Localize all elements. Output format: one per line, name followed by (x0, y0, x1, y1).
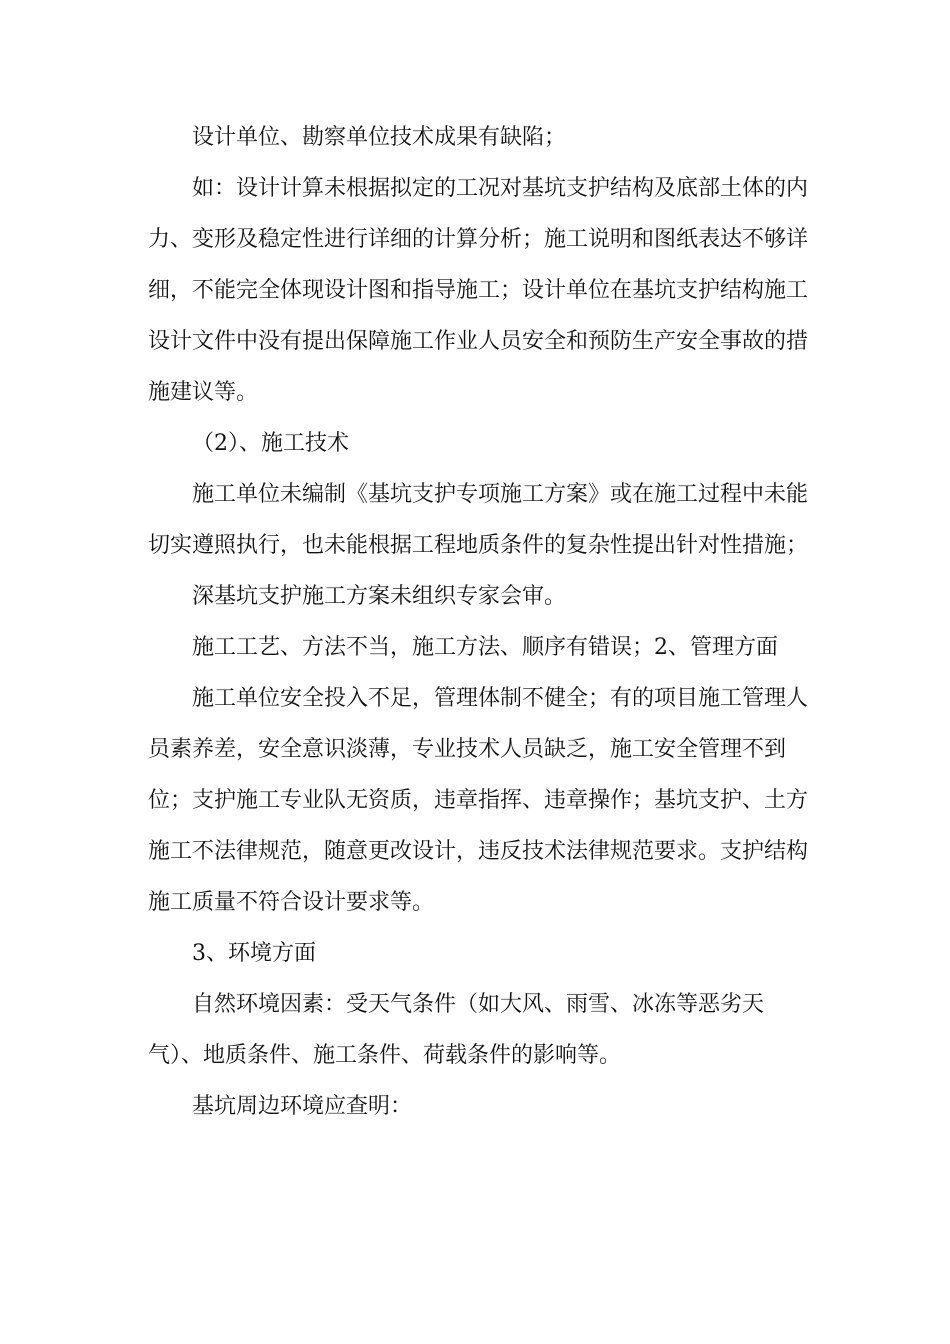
heading-construction-technology: （2）、施工技术 (192, 431, 349, 456)
paragraph-surrounding-environment: 基坑周边环境应查明： (192, 1094, 413, 1119)
paragraph-expert-review: 深基坑支护施工方案未组织专家会审。 (192, 584, 567, 609)
paragraph-natural-environment: 自然环境因素：受天气条件（如大风、雨雪、冰冻等恶劣天气）、地质条件、施工条件、荷载条件的影响等。 (148, 992, 765, 1068)
paragraph-construction-plan: 施工单位未编制《基坑支护专项施工方案》或在施工过程中未能切实遵照执行，也未能根据工程地质条件的复杂性提出针对性措施； (148, 482, 809, 558)
paragraph-design-examples: 如：设计计算未根据拟定的工况对基坑支护结构及底部土体的内力、变形及稳定性进行详细的计算分析；施工说明和图纸表达不够详细，不能完全体现设计图和指导施工；设计单位在基坑支护结构施工设计文件中没有提出保障施工作业人员安全和预防生产安全事故的措施建议等。 (148, 176, 809, 405)
heading-environment: 3、环境方面 (192, 941, 316, 966)
paragraph-management-issues: 施工单位安全投入不足，管理体制不健全；有的项目施工管理人员素养差，安全意识淡薄，专业技术人员缺乏，施工安全管理不到位；支护施工专业队无资质，违章指挥、违章操作；基坑支护、土方施工不法律规范，随意更改设计，违反技术法律规范要求。支护结构施工质量不符合设计要求等。 (148, 686, 809, 915)
document-body (148, 112, 808, 1132)
paragraph-design-defects: 设计单位、勘察单位技术成果有缺陷； (192, 125, 567, 150)
paragraph-process-management: 施工工艺、方法不当，施工方法、顺序有错误；2、管理方面 (192, 635, 778, 660)
